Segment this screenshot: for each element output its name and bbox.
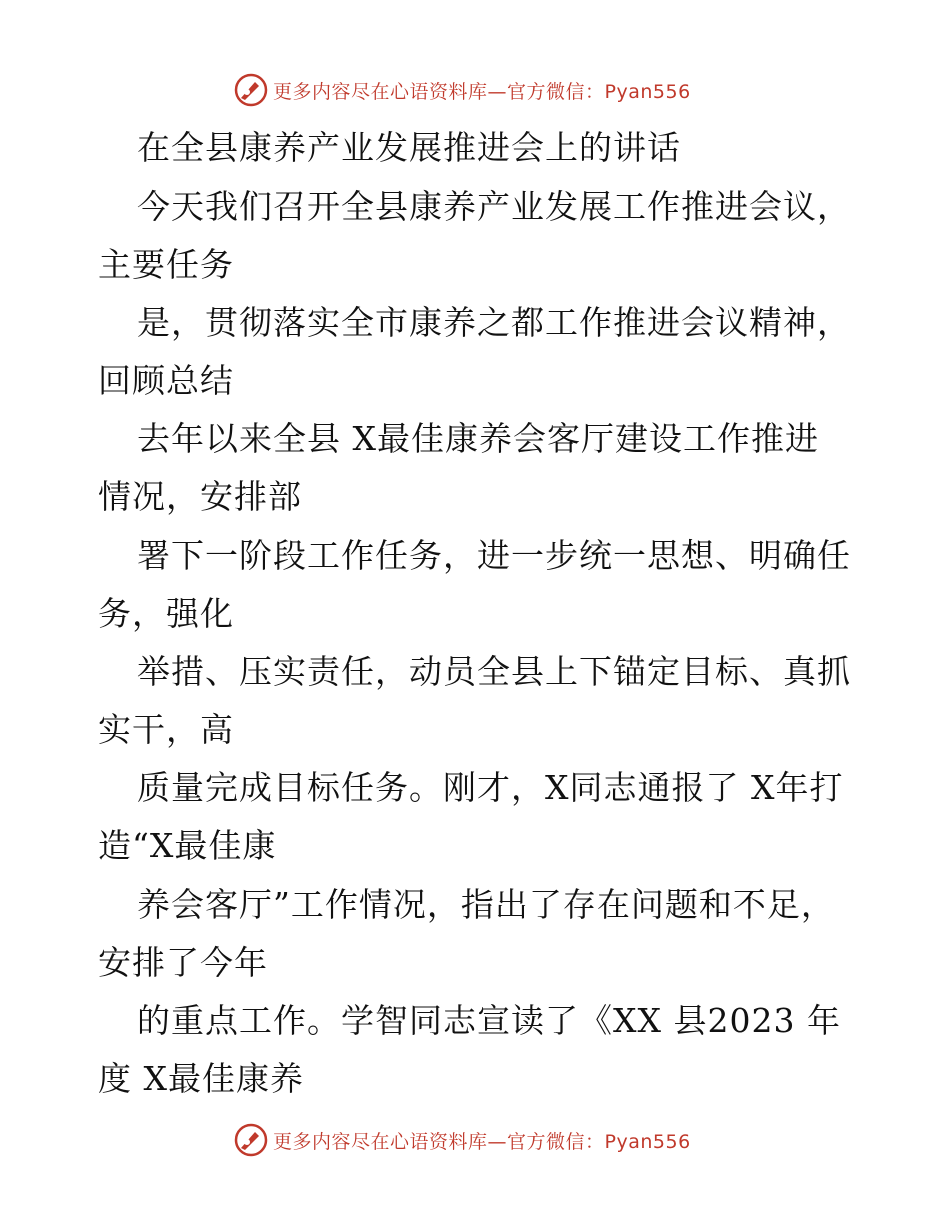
paragraph-line: 今天我们召开全县康养产业发展工作推进会议，	[137, 187, 851, 226]
paragraph-line: 是，贯彻落实全市康养之都工作推进会议精神，	[137, 303, 851, 342]
paragraph-line: 实干，高	[98, 710, 234, 749]
paragraph-line: 去年以来全县 X最佳康养会客厅建设工作推进	[137, 419, 819, 458]
paragraph-line: 的重点工作。学智同志宣读了《XX 县2023 年	[137, 1001, 841, 1040]
pen-logo-icon	[233, 1122, 269, 1158]
watermark-text: 更多内容尽在心语资料库—官方微信：Pyan556	[273, 80, 691, 103]
footer-watermark	[233, 1120, 691, 1160]
paragraph-line: 质量完成目标任务。刚才，X同志通报了 X年打	[137, 768, 844, 807]
paragraph-line: 举措、压实责任，动员全县上下锚定目标、真抓	[137, 652, 851, 691]
watermark-text: 更多内容尽在心语资料库—官方微信：Pyan556	[273, 1130, 691, 1153]
paragraph-line: 造“X最佳康	[98, 826, 277, 865]
paragraph-line: 安排了今年	[98, 943, 268, 982]
paragraph-line: 务，强化	[98, 594, 234, 633]
paragraph-line: 养会客厅”工作情况，指出了存在问题和不足，	[137, 885, 835, 924]
paragraph-line: 署下一阶段工作任务，进一步统一思想、明确任	[137, 536, 851, 575]
paragraph-line: 主要任务	[98, 245, 234, 284]
paragraph-line: 度 X最佳康养	[98, 1059, 304, 1098]
paragraph-line: 情况，安排部	[98, 477, 302, 516]
paragraph-line: 回顾总结	[98, 361, 234, 400]
document-title: 在全县康养产业发展推进会上的讲话	[137, 128, 681, 167]
